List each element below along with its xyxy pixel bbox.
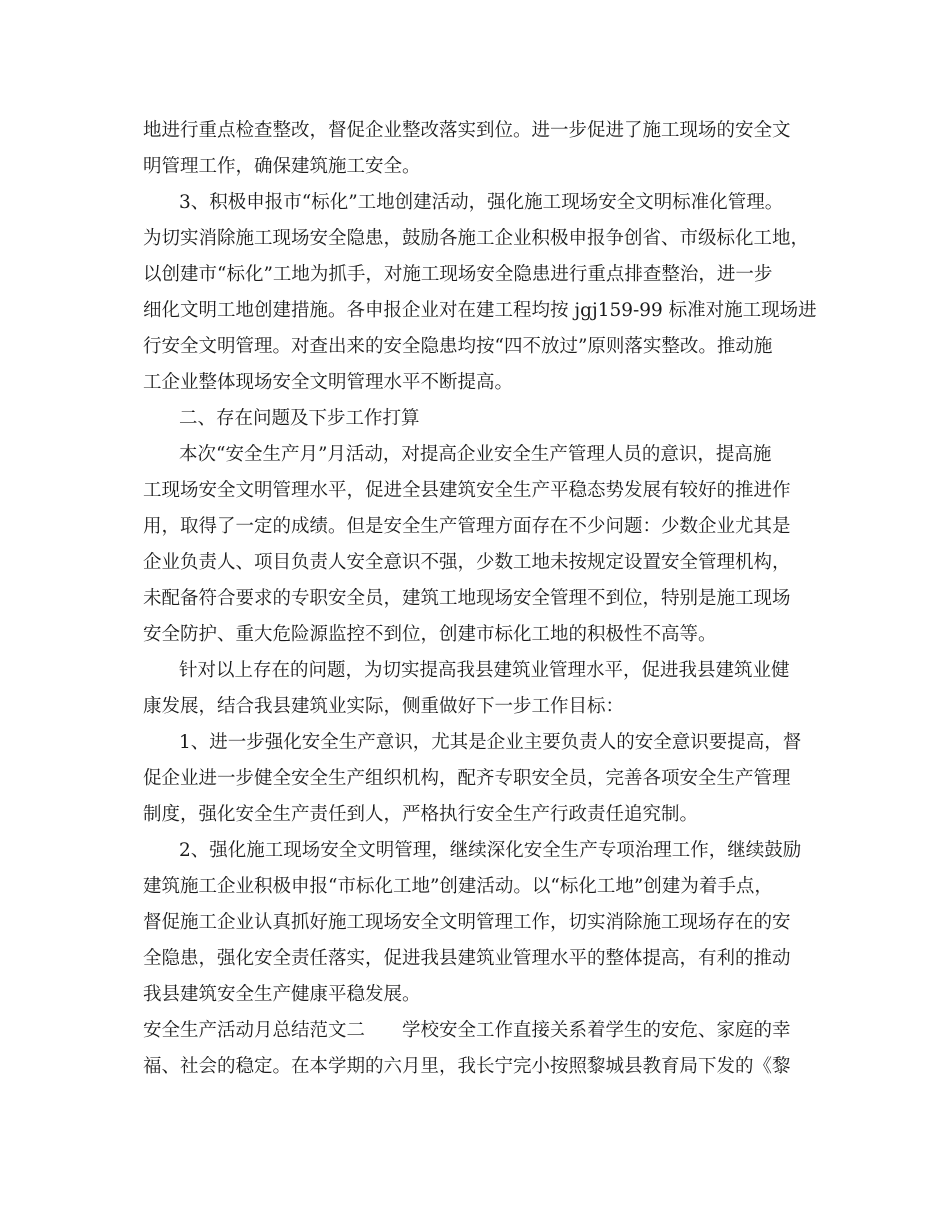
text-line: 明管理工作，确保建筑施工安全。 bbox=[143, 156, 421, 177]
text-line: 企业负责人、项目负责人安全意识不强，少数工地未按规定设置安全管理机构， bbox=[143, 552, 791, 573]
text-line: 地进行重点检查整改，督促企业整改落实到位。进一步促进了施工现场的安全文 bbox=[143, 120, 791, 141]
paragraph-line: 本次“安全生产月”月活动，对提高企业安全生产管理人员的意识，提高施 bbox=[179, 444, 772, 465]
section-heading: 二、存在问题及下步工作打算 bbox=[179, 408, 420, 429]
text-line: 行安全文明管理。对查出来的安全隐患均按“四不放过”原则落实整改。推动施 bbox=[143, 336, 773, 357]
text-line: 促企业进一步健全安全生产组织机构，配齐专职安全员，完善各项安全生产管理 bbox=[143, 768, 791, 789]
text-line: 未配备符合要求的专职安全员，建筑工地现场安全管理不到位，特别是施工现场 bbox=[143, 588, 791, 609]
text-line: 福、社会的稳定。在本学期的六月里，我长宁完小按照黎城县教育局下发的《黎 bbox=[143, 1056, 791, 1077]
text-line: 制度，强化安全生产责任到人，严格执行安全生产行政责任追究制。 bbox=[143, 804, 699, 825]
text-line: 以创建市“标化”工地为抓手，对施工现场安全隐患进行重点排查整治，进一步 bbox=[143, 264, 773, 285]
text-line: 为切实消除施工现场安全隐患，鼓励各施工企业积极申报争创省、市级标化工地， bbox=[143, 228, 810, 249]
text-line: 工现场安全文明管理水平，促进全县建筑安全生产平稳态势发展有较好的推进作 bbox=[143, 480, 791, 501]
text-line: 安全防护、重大危险源监控不到位，创建市标化工地的积极性不高等。 bbox=[143, 624, 717, 645]
text-line: 细化文明工地创建措施。各申报企业对在建工程均按 jgj159-99 标准对施工现场进 bbox=[143, 300, 817, 321]
paragraph-line: 针对以上存在的问题，为切实提高我县建筑业管理水平，促进我县建筑业健 bbox=[179, 660, 790, 681]
text-line: 建筑施工企业积极申报“市标化工地”创建活动。以“标化工地”创建为着手点， bbox=[143, 876, 773, 897]
paragraph-line: 1、进一步强化安全生产意识，尤其是企业主要负责人的安全意识要提高，督 bbox=[179, 732, 802, 753]
text-line: 康发展，结合我县建筑业实际，侧重做好下一步工作目标： bbox=[143, 696, 625, 717]
text-line: 全隐患，强化安全责任落实，促进我县建筑业管理水平的整体提高，有利的推动 bbox=[143, 948, 791, 969]
paragraph-line: 2、强化施工现场安全文明管理，继续深化安全生产专项治理工作，继续鼓励 bbox=[179, 840, 802, 861]
text-line: 用，取得了一定的成绩。但是安全生产管理方面存在不少问题：少数企业尤其是 bbox=[143, 516, 791, 537]
text-line: 工企业整体现场安全文明管理水平不断提高。 bbox=[143, 372, 514, 393]
section-title-line: 安全生产活动月总结范文二 学校安全工作直接关系着学生的安危、家庭的幸 bbox=[143, 1020, 791, 1041]
text-line: 我县建筑安全生产健康平稳发展。 bbox=[143, 984, 421, 1005]
text-line: 督促施工企业认真抓好施工现场安全文明管理工作，切实消除施工现场存在的安 bbox=[143, 912, 791, 933]
paragraph-line: 3、积极申报市“标化”工地创建活动，强化施工现场安全文明标准化管理。 bbox=[179, 192, 784, 213]
